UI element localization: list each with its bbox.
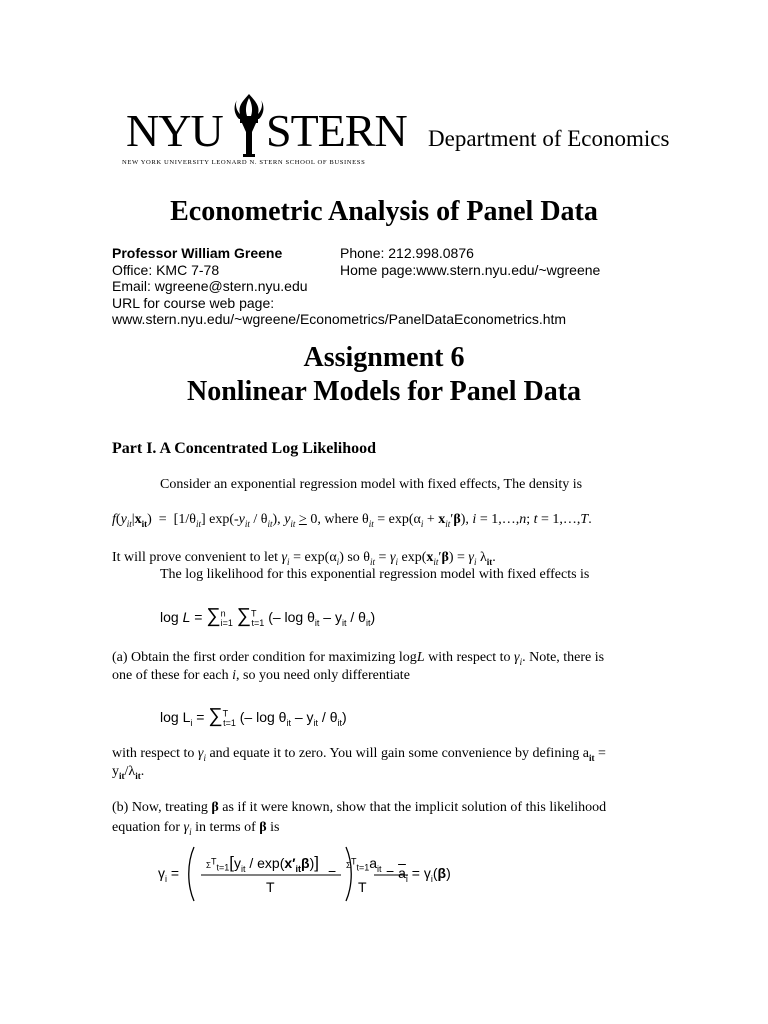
department-name: Department of Economics (428, 126, 670, 151)
course-url-link[interactable]: www.stern.nyu.edu/~wgreene/Econometrics/PanelDataEconometrics.htm (112, 311, 567, 327)
email-address[interactable]: Email: wgreene@stern.nyu.edu (112, 278, 308, 294)
nyu-stern-logo (120, 92, 407, 172)
course-url-label: URL for course web page: (112, 294, 275, 311)
with-respect-line1: with respect to $\gamma_i$ and equate it to zero. You will gain some convenience by defining $a_{it}$ = (112, 746, 606, 763)
professor-name: Professor William Greene (112, 245, 283, 261)
with-respect-line2: $y_{it}/\lambda_{it}$. (112, 764, 145, 781)
logo-nyu-text: NYU (126, 105, 223, 156)
assignment-title: Nonlinear Models for Panel Data (186, 376, 582, 407)
question-a-line1: (a) Obtain the first order condition for maximizing logL with respect to $\gamma_i$. Note, there is (112, 650, 605, 667)
implicit-solution-equation: $\gamma_i$ = $\Sigma^T_{t=1}[y_{it} / \exp(x'_{it}\beta)]$ T = $\Sigma^T_{t=1}a_{it}$ T = $\overline{a}_i = \gamma_i(\beta)$ (158, 845, 488, 903)
torch-icon (230, 92, 268, 158)
course-title: Econometric Analysis of Panel Data (170, 196, 598, 227)
intro-paragraph: Consider an exponential regression model with fixed effects, The density is (160, 477, 583, 492)
logo-tagline: NEW YORK UNIVERSITY LEONARD N. STERN SCHOOL OF BUSINESS (122, 159, 366, 166)
assignment-number: Assignment 6 (303, 342, 465, 373)
loglik-intro: The log likelihood for this exponential regression model with fixed effects is (160, 567, 590, 582)
question-b-line1: (b) Now, treating β as if it were known, show that the implicit solution of this likelihood (112, 800, 607, 815)
home-page-link[interactable]: Home page:www.stern.nyu.edu/~wgreene (340, 261, 601, 278)
gamma-definition: It will prove convenient to let $\gamma_i = \exp(\alpha_i)$ so $\theta_{it} = \gamma_i$ $\exp(x_{it}'\beta) = \gamma_i$ $\lambda_{it}$. (112, 550, 496, 567)
let-prefix: It will prove convenient to let (112, 550, 282, 565)
log-likelihood-equation: log L = ∑$^n_{i=1}$ ∑$^T_{t=1}$ (– $\log \theta_{it} - y_{it} / \theta_{it}$) (160, 605, 376, 628)
phone-number: Phone: 212.998.0876 (340, 245, 474, 261)
density-equation: $f(y_{it}|x_{it}) = [1/\theta_{it}]$ $\exp(-y_{it} / \theta_{it})$, $y_{it} > 0$, where $\theta_{it} = \exp(\alpha_i + x_{it}'\beta)$, i = 1,…,n; t = 1,…,T. (112, 512, 592, 529)
logo-stern-text: STERN (266, 105, 407, 156)
question-b-line2: equation for $\gamma_i$ in terms of β is (112, 820, 280, 837)
individual-log-likelihood-equation: $\log L_i = \sum^T_{t=1}$ (– $\log \theta_{it} - y_{it} / \theta_{it}$) (160, 705, 347, 728)
part-heading: Part I. A Concentrated Log Likelihood (112, 440, 377, 457)
question-a-line2: one of these for each i, so you need only differentiate (112, 668, 410, 683)
density-tail: , where θ (317, 512, 369, 527)
office-location: Office: KMC 7-78 (112, 261, 220, 278)
